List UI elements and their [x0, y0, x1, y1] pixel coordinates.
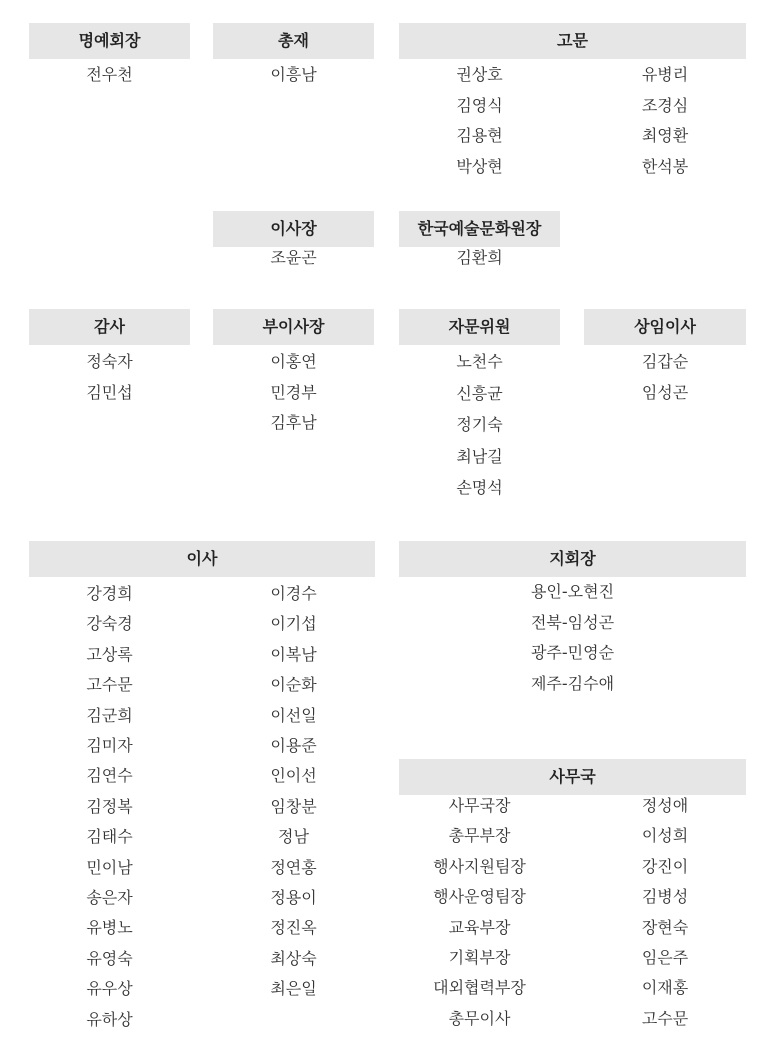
secretariat-header: 사무국 — [399, 759, 746, 795]
branch-head-item: 광주-민영순 — [530, 643, 615, 662]
secretariat-name-item: 강진이 — [641, 856, 689, 876]
secretariat-name-item: 김병성 — [641, 887, 689, 907]
director-col1-item: 강숙경 — [86, 614, 133, 634]
honorary-chair-header: 명예회장 — [29, 23, 190, 59]
director-col2-item: 정용이 — [270, 888, 317, 907]
secretariat-name-item: 임은주 — [641, 948, 689, 967]
standing-director-item: 임성곤 — [641, 382, 689, 402]
director-col1-item: 고상록 — [86, 644, 133, 664]
secretariat-role-item: 기획부장 — [448, 948, 511, 967]
chairman-header: 이사장 — [213, 211, 374, 247]
director-col2-item: 정연홍 — [270, 857, 317, 877]
director-col1-item: 김정복 — [86, 796, 133, 816]
consultant-item: 최남길 — [456, 446, 503, 466]
consultant-item: 노천수 — [456, 352, 503, 371]
branch-head-item: 전북-임성곤 — [530, 612, 615, 632]
secretariat-name-item: 이재홍 — [641, 978, 689, 998]
advisor-col2-item: 한석봉 — [641, 156, 689, 176]
director-col1-item: 고수문 — [86, 675, 133, 695]
director-col2-item: 이선일 — [270, 705, 317, 725]
advisor-col1-item: 김영식 — [456, 95, 503, 115]
consultant-item: 손명석 — [456, 478, 503, 497]
branch-heads-header: 지회장 — [399, 541, 746, 577]
standing-directors-header: 상임이사 — [584, 309, 746, 345]
vice-chairman-item: 김후남 — [270, 413, 317, 432]
chairman-member-item: 조윤곤 — [270, 248, 317, 267]
vice-chairmen-header: 부이사장 — [213, 309, 374, 345]
auditor-item: 김민섭 — [86, 382, 133, 402]
director-col2-item: 이복남 — [270, 644, 317, 664]
director-col1-item: 강경희 — [86, 584, 133, 603]
consultant-item: 신흥균 — [456, 383, 503, 403]
director-col1-item: 송은자 — [86, 888, 133, 907]
arts-center-header: 한국예술문화원장 — [399, 211, 560, 247]
secretariat-role-item: 총무이사 — [448, 1008, 511, 1028]
advisor-col2-item: 최영환 — [641, 126, 689, 145]
director-col1-item: 유병노 — [86, 918, 133, 938]
director-col1-item: 유우상 — [86, 979, 133, 999]
director-col1-item: 김미자 — [86, 736, 133, 755]
auditors-header: 감사 — [29, 309, 190, 345]
secretariat-name-item: 고수문 — [641, 1008, 689, 1028]
advisor-col2-item: 조경심 — [641, 95, 689, 115]
vice-chairman-item: 민경부 — [270, 382, 317, 402]
director-col1-item: 김태수 — [86, 827, 133, 847]
consultants-header: 자문위원 — [399, 309, 560, 345]
director-col2-item: 이용준 — [270, 736, 317, 755]
vice-chairman-item: 이홍연 — [270, 352, 317, 371]
branch-head-item: 용인-오현진 — [530, 582, 615, 601]
secretariat-role-item: 대외협력부장 — [433, 978, 526, 998]
director-col1-item: 유하상 — [86, 1009, 133, 1029]
director-col1-item: 김군희 — [86, 705, 133, 725]
director-col2-item: 임창분 — [270, 796, 317, 816]
arts-center-member-item: 김환희 — [456, 248, 503, 267]
director-col2-item: 정남 — [278, 827, 309, 847]
auditor-item: 정숙자 — [86, 352, 133, 371]
directors-header: 이사 — [29, 541, 375, 577]
director-col1-item: 민이남 — [86, 857, 133, 877]
secretariat-role-item: 총무부장 — [448, 826, 511, 846]
president-member-item: 이흥남 — [270, 65, 317, 84]
standing-director-item: 김갑순 — [641, 352, 689, 371]
secretariat-name-item: 이성희 — [641, 826, 689, 846]
secretariat-role-item: 행사운영팀장 — [433, 887, 526, 907]
director-col2-item: 이순화 — [270, 675, 317, 695]
director-col2-item: 최상숙 — [270, 948, 317, 968]
secretariat-role-item: 행사지원팀장 — [433, 856, 526, 876]
secretariat-name-item: 정성애 — [641, 796, 689, 815]
director-col2-item: 최은일 — [270, 979, 317, 999]
director-col2-item: 정진옥 — [270, 918, 317, 938]
president-header: 총재 — [213, 23, 374, 59]
director-col1-item: 김연수 — [86, 766, 133, 786]
director-col2-item: 이경수 — [270, 584, 317, 603]
secretariat-role-item: 사무국장 — [448, 796, 511, 815]
secretariat-name-item: 장현숙 — [641, 917, 689, 937]
advisor-col2-item: 유병리 — [641, 65, 689, 84]
secretariat-role-item: 교육부장 — [448, 917, 511, 937]
honorary-chair-member-item: 전우천 — [86, 65, 133, 84]
director-col1-item: 유영숙 — [86, 948, 133, 968]
advisors-header: 고문 — [399, 23, 746, 59]
advisor-col1-item: 김용현 — [456, 126, 503, 145]
branch-head-item: 제주-김수애 — [530, 673, 615, 693]
consultant-item: 정기숙 — [456, 415, 503, 434]
advisor-col1-item: 권상호 — [456, 65, 503, 84]
director-col2-item: 이기섭 — [270, 614, 317, 634]
director-col2-item: 인이선 — [270, 766, 317, 786]
advisor-col1-item: 박상현 — [456, 156, 503, 176]
